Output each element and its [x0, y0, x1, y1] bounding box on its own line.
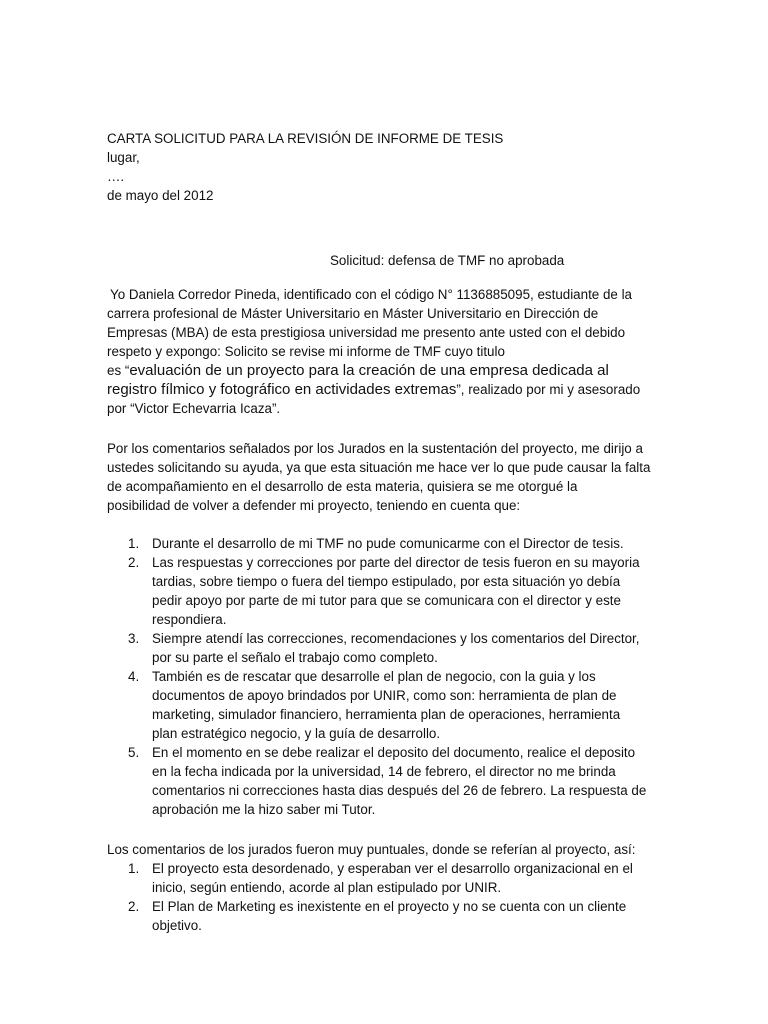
thesis-suffix: ”, realizado por mi y asesorado	[456, 382, 641, 397]
list-number: 3.	[128, 631, 140, 646]
list-item	[107, 553, 663, 629]
letter-place: lugar,	[107, 150, 140, 165]
list-item	[107, 743, 663, 819]
list-number: 4.	[128, 669, 140, 684]
letter-body	[107, 129, 663, 935]
thesis-title-line	[107, 361, 663, 380]
paragraph-line: de acompañamiento en el desarrollo de esta materia, quisiera se me otorgué la	[107, 479, 578, 494]
list-item-line: El Plan de Marketing es inexistente en el proyecto y no se cuenta con un cliente	[152, 899, 627, 914]
thesis-title-line	[107, 380, 663, 399]
jury-comments-list	[107, 859, 663, 935]
list-item-line: en la fecha indicada por la universidad, 14 de febrero, el director no me brinda	[152, 764, 616, 779]
list-item-line: documentos de apoyo brindados por UNIR, como son: herramienta de plan de	[152, 688, 617, 703]
list-number: 5.	[128, 745, 140, 760]
list-item-line: tardias, sobre tiempo o fuera del tiempo estipulado, por esta situación yo debía	[152, 574, 621, 589]
list-item	[107, 629, 663, 667]
list-item-line: El proyecto esta desordenado, y esperaban ver el desarrollo organizacional en el	[152, 861, 633, 876]
intro-line: carrera profesional de Máster Universitario en Máster Universitario en Dirección de	[107, 306, 599, 321]
advisor-line: por “Victor Echevarria Icaza”.	[107, 401, 281, 416]
list-item-line: Durante el desarrollo de mi TMF no pude comunicarme con el Director de tesis.	[152, 536, 624, 551]
list-item-line: pedir apoyo por parte de mi tutor para que se comunicara con el director y este	[152, 593, 621, 608]
list-item-line: objetivo.	[152, 918, 202, 933]
thesis-title-part-1: evaluación de un proyecto para la creación de una empresa dedicada al	[129, 362, 609, 379]
jury-paragraph: Los comentarios de los jurados fueron muy puntuales, donde se referían al proyecto, así:	[107, 842, 636, 857]
list-number: 1.	[128, 536, 140, 551]
list-item-line: marketing, simulador financiero, herramienta plan de operaciones, herramienta	[152, 707, 621, 722]
list-item-line: comentarios ni correcciones hasta dias después del 26 de febrero. La respuesta de	[152, 783, 647, 798]
list-item-line: inicio, según entiendo, acorde al plan estipulado por UNIR.	[152, 880, 502, 895]
list-item	[107, 859, 663, 897]
intro-line: Empresas (MBA) de esta prestigiosa universidad me presento ante usted con el debido	[107, 325, 626, 340]
request-paragraph	[107, 439, 663, 515]
list-number: 1.	[128, 861, 140, 876]
list-item-line: por su parte el señalo el trabajo como completo.	[152, 650, 438, 665]
list-item-line: aprobación me la hizo saber mi Tutor.	[152, 802, 376, 817]
list-number: 2.	[128, 555, 140, 570]
list-item-line: respondiera.	[152, 612, 227, 627]
list-item	[107, 897, 663, 935]
intro-line: respeto y expongo: Solicito se revise mi informe de TMF cuyo titulo	[107, 344, 505, 359]
intro-paragraph	[107, 285, 663, 418]
letter-title: CARTA SOLICITUD PARA LA REVISIÓN DE INFORME DE TESIS	[107, 131, 504, 146]
list-item-line: plan estratégico negocio, y la guía de desarrollo.	[152, 726, 441, 741]
list-item-line: Las respuestas y correcciones por parte del director de tesis fueron en su mayoria	[152, 555, 640, 570]
letter-ellipsis: ….	[107, 169, 125, 184]
list-item-line: Siempre atendí las correcciones, recomendaciones y los comentarios del Director,	[152, 631, 640, 646]
intro-line: Yo Daniela Corredor Pineda, identificado con el código N° 1136885095, estudiante de la	[110, 287, 633, 302]
paragraph-line: Por los comentarios señalados por los Jurados en la sustentación del proyecto, me dirijo a	[107, 441, 643, 456]
paragraph-line: ustedes solicitando su ayuda, ya que esta situación me hace ver lo que pude causar la falta	[107, 460, 651, 475]
list-item-line: También es de rescatar que desarrolle el plan de negocio, con la guia y los	[152, 669, 596, 684]
paragraph-line: posibilidad de volver a defender mi proyecto, teniendo en cuenta que:	[107, 498, 521, 513]
list-item	[107, 667, 663, 743]
list-number: 2.	[128, 899, 140, 914]
list-item	[107, 534, 663, 553]
letter-subject: Solicitud: defensa de TMF no aprobada	[330, 253, 565, 268]
list-item-line: En el momento en se debe realizar el deposito del documento, realice el deposito	[152, 745, 636, 760]
letter-date: de mayo del 2012	[107, 188, 214, 203]
reasons-list	[107, 534, 663, 819]
thesis-title-part-2: registro fílmico y fotográfico en actividades extremas	[107, 381, 457, 398]
thesis-prefix: es “	[107, 363, 130, 378]
